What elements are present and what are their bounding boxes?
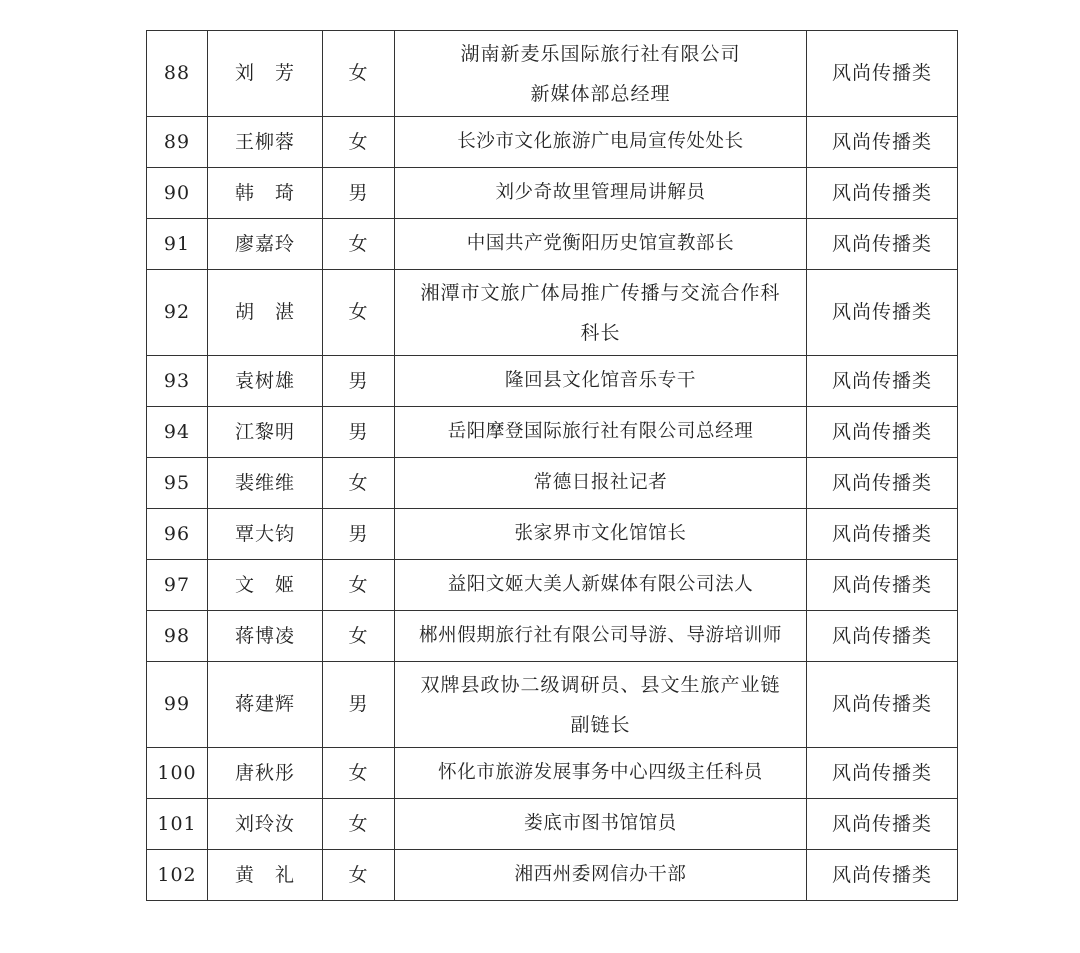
gender-cell: 女 <box>323 270 395 356</box>
name-cell: 廖嘉玲 <box>208 219 323 270</box>
name-cell: 王柳蓉 <box>208 117 323 168</box>
row-number-cell: 97 <box>147 560 208 611</box>
gender-cell: 男 <box>323 662 395 748</box>
unit-position-line: 湖南新麦乐国际旅行社有限公司 <box>460 42 741 65</box>
category-cell: 风尚传播类 <box>807 509 958 560</box>
gender-cell: 女 <box>323 219 395 270</box>
name-cell: 胡 湛 <box>208 270 323 356</box>
unit-position-cell <box>395 407 807 458</box>
unit-position-cell <box>395 611 807 662</box>
category-cell: 风尚传播类 <box>807 270 958 356</box>
table-row <box>147 509 958 560</box>
gender-cell: 女 <box>323 31 395 117</box>
category-cell: 风尚传播类 <box>807 458 958 509</box>
name-cell: 袁树雄 <box>208 356 323 407</box>
unit-position-line: 科长 <box>580 321 621 344</box>
name-cell: 韩 琦 <box>208 168 323 219</box>
table-row <box>147 270 958 356</box>
gender-cell: 男 <box>323 356 395 407</box>
category-cell: 风尚传播类 <box>807 850 958 901</box>
unit-position-cell <box>395 662 807 748</box>
unit-position-line: 湘潭市文旅广体局推广传播与交流合作科 <box>420 281 781 304</box>
category-cell: 风尚传播类 <box>807 356 958 407</box>
table-row <box>147 611 958 662</box>
unit-position-line: 娄底市图书馆馆员 <box>524 813 677 834</box>
name-cell: 黄 礼 <box>208 850 323 901</box>
unit-position-line: 刘少奇故里管理局讲解员 <box>495 182 706 203</box>
row-number-cell: 90 <box>147 168 208 219</box>
gender-cell: 女 <box>323 560 395 611</box>
name-cell: 唐秋彤 <box>208 748 323 799</box>
unit-position-line: 张家界市文化馆馆长 <box>514 523 687 544</box>
category-cell: 风尚传播类 <box>807 168 958 219</box>
gender-cell: 女 <box>323 748 395 799</box>
row-number-cell: 100 <box>147 748 208 799</box>
row-number-cell: 99 <box>147 662 208 748</box>
table-row <box>147 799 958 850</box>
unit-position-line: 双牌县政协二级调研员、县文生旅产业链 <box>420 673 781 696</box>
table-row <box>147 458 958 509</box>
table-row <box>147 219 958 270</box>
category-cell: 风尚传播类 <box>807 31 958 117</box>
name-cell: 刘玲汝 <box>208 799 323 850</box>
unit-position-cell <box>395 850 807 901</box>
gender-cell: 男 <box>323 407 395 458</box>
name-cell: 文 姬 <box>208 560 323 611</box>
name-cell: 蒋博凌 <box>208 611 323 662</box>
unit-position-line: 湘西州委网信办干部 <box>514 864 687 885</box>
category-cell: 风尚传播类 <box>807 662 958 748</box>
gender-cell: 男 <box>323 509 395 560</box>
unit-position-line: 副链长 <box>570 713 631 736</box>
row-number-cell: 101 <box>147 799 208 850</box>
gender-cell: 女 <box>323 850 395 901</box>
row-number-cell: 95 <box>147 458 208 509</box>
roster-table-body <box>147 31 958 901</box>
unit-position-line: 常德日报社记者 <box>533 472 668 493</box>
category-cell: 风尚传播类 <box>807 560 958 611</box>
unit-position-cell <box>395 509 807 560</box>
table-row <box>147 168 958 219</box>
name-cell: 覃大钧 <box>208 509 323 560</box>
unit-position-cell <box>395 168 807 219</box>
unit-position-line: 益阳文姬大美人新媒体有限公司法人 <box>447 574 754 595</box>
roster-table <box>146 30 958 901</box>
table-row <box>147 662 958 748</box>
gender-cell: 女 <box>323 458 395 509</box>
category-cell: 风尚传播类 <box>807 611 958 662</box>
category-cell: 风尚传播类 <box>807 219 958 270</box>
unit-position-line: 中国共产党衡阳历史馆宣教部长 <box>466 233 735 254</box>
unit-position-cell <box>395 117 807 168</box>
name-cell: 裴维维 <box>208 458 323 509</box>
name-cell: 刘 芳 <box>208 31 323 117</box>
unit-position-cell <box>395 31 807 117</box>
category-cell: 风尚传播类 <box>807 799 958 850</box>
name-cell: 蒋建辉 <box>208 662 323 748</box>
row-number-cell: 89 <box>147 117 208 168</box>
gender-cell: 男 <box>323 168 395 219</box>
table-row <box>147 117 958 168</box>
unit-position-cell <box>395 219 807 270</box>
table-row <box>147 850 958 901</box>
row-number-cell: 96 <box>147 509 208 560</box>
table-row <box>147 407 958 458</box>
unit-position-line: 岳阳摩登国际旅行社有限公司总经理 <box>447 421 754 442</box>
unit-position-cell <box>395 799 807 850</box>
unit-position-cell <box>395 270 807 356</box>
unit-position-cell <box>395 748 807 799</box>
category-cell: 风尚传播类 <box>807 748 958 799</box>
row-number-cell: 91 <box>147 219 208 270</box>
name-cell: 江黎明 <box>208 407 323 458</box>
table-row <box>147 356 958 407</box>
roster-sheet <box>146 30 934 901</box>
category-cell: 风尚传播类 <box>807 117 958 168</box>
unit-position-line: 郴州假期旅行社有限公司导游、导游培训师 <box>419 625 782 646</box>
unit-position-cell <box>395 356 807 407</box>
category-cell: 风尚传播类 <box>807 407 958 458</box>
row-number-cell: 92 <box>147 270 208 356</box>
row-number-cell: 102 <box>147 850 208 901</box>
unit-position-cell <box>395 560 807 611</box>
table-row <box>147 31 958 117</box>
row-number-cell: 93 <box>147 356 208 407</box>
row-number-cell: 98 <box>147 611 208 662</box>
gender-cell: 女 <box>323 611 395 662</box>
gender-cell: 女 <box>323 117 395 168</box>
unit-position-line: 新媒体部总经理 <box>530 82 671 105</box>
table-row <box>147 560 958 611</box>
unit-position-line: 怀化市旅游发展事务中心四级主任科员 <box>438 762 763 783</box>
unit-position-cell <box>395 458 807 509</box>
gender-cell: 女 <box>323 799 395 850</box>
unit-position-line: 隆回县文化馆音乐专干 <box>504 370 696 391</box>
row-number-cell: 94 <box>147 407 208 458</box>
unit-position-line: 长沙市文化旅游广电局宣传处处长 <box>457 131 744 152</box>
row-number-cell: 88 <box>147 31 208 117</box>
table-row <box>147 748 958 799</box>
